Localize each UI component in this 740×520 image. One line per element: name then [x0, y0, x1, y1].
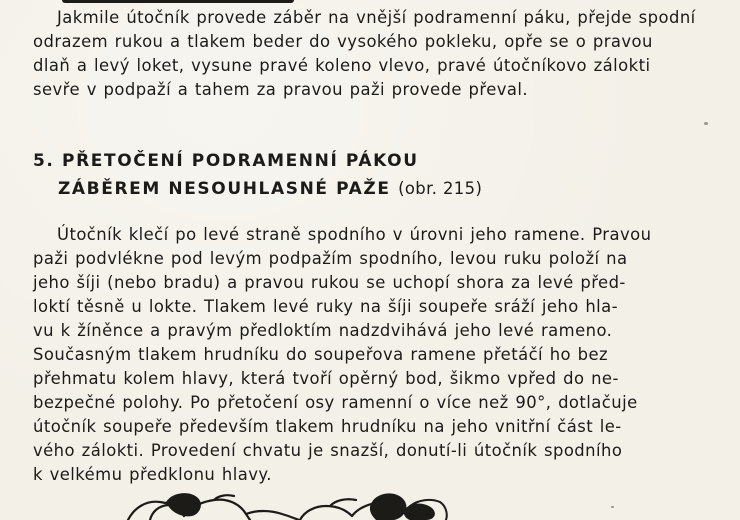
- heading-line-1: [33, 148, 482, 175]
- intro-paragraph: [33, 6, 696, 102]
- section-title-line1: PŘETOČENÍ PODRAMENNÍ PÁKOU: [62, 151, 419, 171]
- paragraph-line: paži podvlékne pod levým podpažím spodního, levou ruku položí na: [33, 249, 628, 268]
- paper-speck: [704, 122, 708, 125]
- paragraph-line: sevře v podpaží a tahem za pravou paži provede převal.: [33, 80, 529, 99]
- section-heading: [33, 148, 482, 203]
- paragraph-line: útočník soupeře především tlakem hrudníku na jeho vnitřní část le-: [33, 417, 622, 436]
- section-number: 5.: [33, 151, 55, 171]
- paragraph-line: loktí těsně u lokte. Tlakem levé ruky na šíji soupeře sráží jeho hla-: [33, 297, 619, 316]
- body-paragraph: [33, 223, 651, 487]
- section-title-line2: ZÁBĚREM NESOUHLASNÉ PAŽE: [58, 179, 391, 199]
- heading-line-2: [33, 175, 482, 203]
- paragraph-line: vého zálokti. Provedení chvatu je snazší, donutí-li útočník spodního: [33, 441, 623, 460]
- paragraph-line: jeho šíji (nebo bradu) a pravou rukou se uchopí shora za levé před-: [33, 273, 626, 292]
- cropped-illustration-top: [62, 0, 294, 3]
- paragraph-line: vu k žíněnce a pravým předloktím nadzdvihává jeho levé rameno.: [33, 321, 613, 340]
- figure-reference: (obr. 215): [398, 179, 483, 198]
- paragraph-line: přehmatu kolem hlavy, která tvoří opěrný bod, šikmo vpřed do ne-: [33, 369, 619, 388]
- paragraph-line: odrazem rukou a tlakem beder do vysokého pokleku, opře se o pravou: [33, 32, 653, 51]
- paragraph-line: dlaň a levý loket, vysune pravé koleno vlevo, pravé útočníkovo zálokti: [33, 56, 651, 75]
- paragraph-line: Současným tlakem hrudníku do soupeřova ramene přetáčí ho bez: [33, 345, 609, 364]
- paragraph-line: bezpečné polohy. Po přetočení osy ramenní o více než 90°, dotlačuje: [33, 393, 638, 412]
- paragraph-line: Jakmile útočník provede záběr na vnější podramenní páku, přejde spodní: [57, 8, 696, 27]
- paragraph-line: k velkému předklonu hlavy.: [33, 465, 272, 484]
- paragraph-line: Útočník klečí po levé straně spodního v úrovni jeho ramene. Pravou: [57, 225, 652, 244]
- wrestlers-illustration: [0, 478, 740, 520]
